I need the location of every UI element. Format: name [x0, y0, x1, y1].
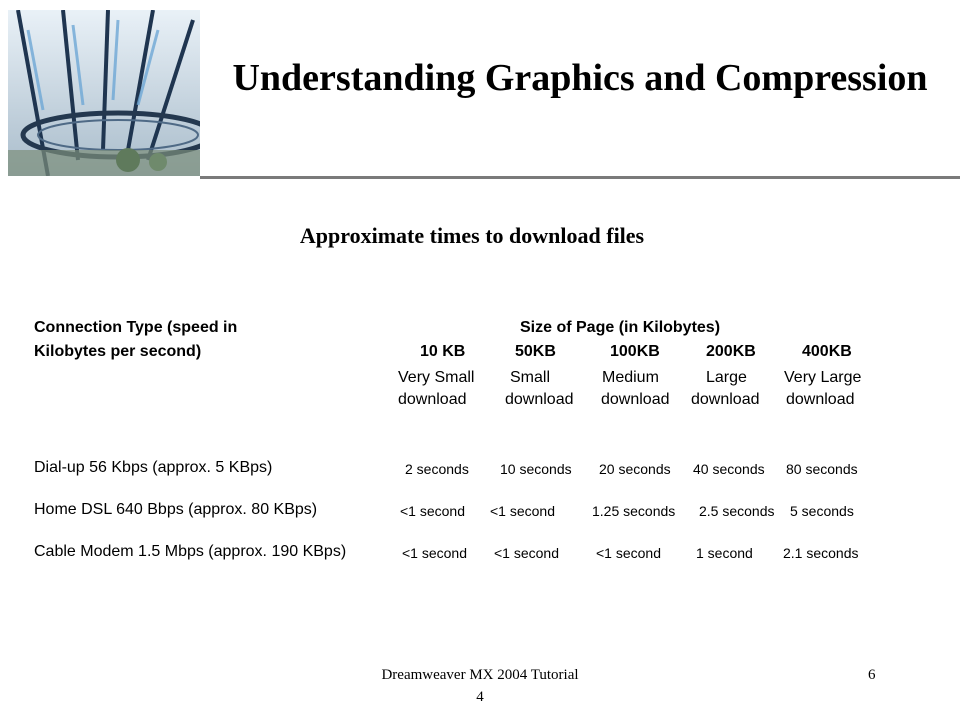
- page-number: 6: [868, 667, 876, 683]
- header-image: [8, 10, 200, 176]
- row-1-time-3: 20 seconds: [599, 461, 671, 477]
- header-connection-line1: Connection Type (speed in: [34, 319, 238, 336]
- row-2-time-2: <1 second: [490, 503, 555, 519]
- row-3-time-1: <1 second: [402, 545, 467, 561]
- row-2-time-4: 2.5 seconds: [699, 503, 775, 519]
- size-label-3-line2: download: [601, 391, 670, 408]
- size-label-5: Very Large: [784, 369, 862, 386]
- size-label-3: Medium: [602, 369, 659, 386]
- row-3-connection: Cable Modem 1.5 Mbps (approx. 190 KBps): [34, 543, 347, 560]
- size-label-1-line2: download: [398, 391, 467, 408]
- row-2-time-3: 1.25 seconds: [592, 503, 676, 519]
- row-3-time-3: <1 second: [596, 545, 661, 561]
- row-1-time-1: 2 seconds: [405, 461, 469, 477]
- size-10kb: 10 KB: [420, 343, 466, 360]
- row-2-time-1: <1 second: [400, 503, 465, 519]
- size-label-2: Small: [510, 369, 551, 386]
- row-1-time-5: 80 seconds: [786, 461, 858, 477]
- title-divider: [200, 176, 960, 179]
- row-1-connection: Dial-up 56 Kbps (approx. 5 KBps): [34, 459, 273, 476]
- size-50kb: 50KB: [515, 343, 556, 360]
- size-label-4: Large: [706, 369, 747, 386]
- row-3-time-4: 1 second: [696, 545, 753, 561]
- row-3-time-2: <1 second: [494, 545, 559, 561]
- row-1-time-4: 40 seconds: [693, 461, 765, 477]
- size-label-5-line2: download: [786, 391, 855, 408]
- row-3-time-5: 2.1 seconds: [783, 545, 859, 561]
- glass-dome-image: [8, 10, 200, 176]
- header-connection-line2: Kilobytes per second): [34, 343, 202, 360]
- size-label-1: Very Small: [398, 369, 475, 386]
- header-size: Size of Page (in Kilobytes): [520, 319, 721, 336]
- size-label-4-line2: download: [691, 391, 760, 408]
- row-2-connection: Home DSL 640 Bbps (approx. 80 KBps): [34, 501, 318, 518]
- page-title: Understanding Graphics and Compression: [232, 57, 928, 99]
- slide-subtitle: Approximate times to download files: [299, 223, 645, 248]
- row-1-time-2: 10 seconds: [500, 461, 572, 477]
- size-100kb: 100KB: [610, 343, 660, 360]
- footer-text: Dreamweaver MX 2004 Tutorial 4: [381, 667, 579, 705]
- size-400kb: 400KB: [802, 343, 852, 360]
- size-label-2-line2: download: [505, 391, 574, 408]
- size-200kb: 200KB: [706, 343, 756, 360]
- row-2-time-5: 5 seconds: [790, 503, 854, 519]
